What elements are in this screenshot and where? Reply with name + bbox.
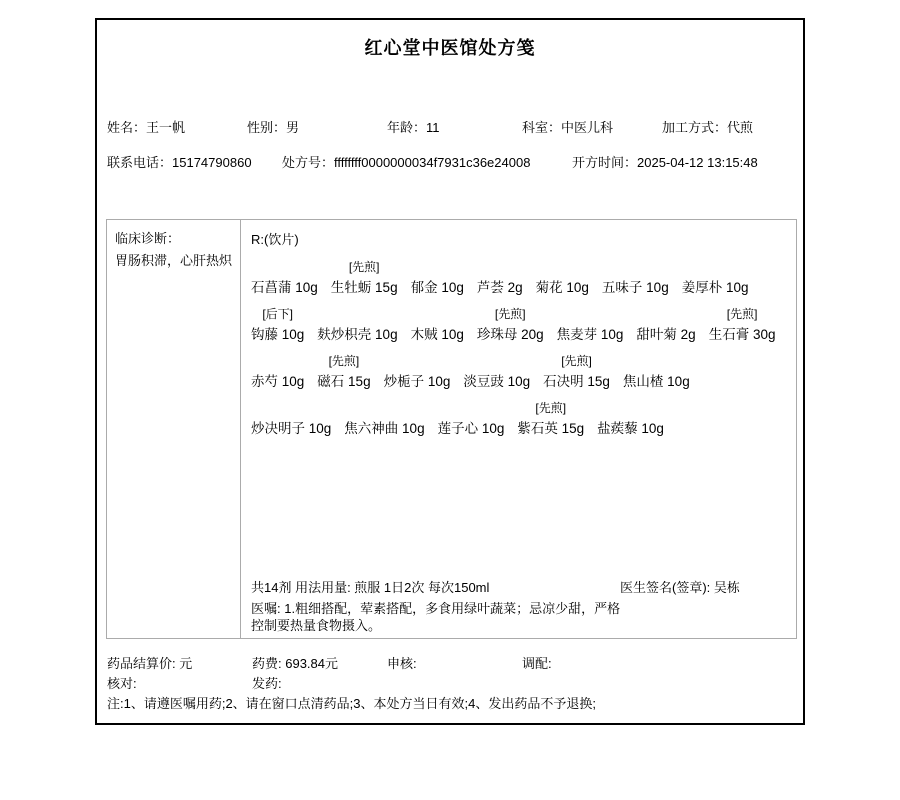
herb-item xyxy=(251,258,318,298)
herb-name-qty: 石决明 15g xyxy=(543,374,610,389)
herb-name-qty: 芦荟 2g xyxy=(476,280,523,295)
herb-row xyxy=(251,352,788,392)
drug-fee-value: 693.84元 xyxy=(285,656,338,671)
decoction-tag xyxy=(251,399,331,418)
herb-name-qty: 莲子心 10g xyxy=(437,421,505,436)
dispense-field: 调配: xyxy=(522,656,552,671)
herb-name-qty: 紫石英 15g xyxy=(517,421,585,436)
herb-item xyxy=(438,399,505,439)
drug-fee-label: 药费: xyxy=(252,656,286,671)
herb-item xyxy=(384,352,451,392)
issue-time xyxy=(572,152,758,171)
herb-item xyxy=(344,399,424,439)
doctor-name: 吴栋 xyxy=(713,580,740,595)
herb-row xyxy=(251,399,788,439)
herb-row xyxy=(251,305,788,345)
patient-name xyxy=(107,117,185,136)
patient-gender-value: 男 xyxy=(286,120,300,135)
herb-name-qty: 五味子 10g xyxy=(601,280,669,295)
herb-item xyxy=(517,399,584,439)
herb-item xyxy=(709,305,776,345)
decoction-tag xyxy=(411,305,464,324)
herb-name-qty: 焦山楂 10g xyxy=(622,374,690,389)
patient-age-value: 11 xyxy=(426,120,440,135)
decoction-tag xyxy=(317,305,397,324)
department-value: 中医儿科 xyxy=(561,120,614,135)
rx-bottom xyxy=(251,578,790,634)
phone-label: 联系电话： xyxy=(107,155,173,170)
settlement-price xyxy=(107,653,192,672)
usage-line xyxy=(251,578,790,598)
herb-item xyxy=(477,305,544,345)
herb-name-qty: 赤芍 10g xyxy=(251,374,305,389)
herb-item xyxy=(411,258,464,298)
decoction-tag xyxy=(682,258,749,277)
footer-note: 注:1、请遵医嘱用药;2、请在窗口点清药品;3、本处方当日有效;4、发出药品不予退换; xyxy=(107,696,596,711)
herb-name-qty: 钩藤 10g xyxy=(251,327,305,342)
herb-item xyxy=(317,305,397,345)
medical-advice: 医嘱: 1.粗细搭配，荤素搭配，多食用绿叶蔬菜；忌凉少甜，严格控制要热量食物摄入。 xyxy=(251,601,621,633)
prescription-sheet xyxy=(95,18,805,725)
patient-name-label: 姓名： xyxy=(107,120,147,135)
issue-time-label: 开方时间： xyxy=(572,155,638,170)
herb-name-qty: 炒栀子 10g xyxy=(383,374,451,389)
herb-item xyxy=(682,258,749,298)
herb-item xyxy=(411,305,464,345)
herb-name-qty: 磁石 15g xyxy=(317,374,371,389)
herb-name-qty: 麸炒枳壳 10g xyxy=(317,327,398,342)
herb-item xyxy=(536,258,589,298)
herb-item xyxy=(597,399,664,439)
decoction-tag xyxy=(411,258,464,277)
phone-value: 15174790860 xyxy=(172,155,252,170)
herb-name-qty: 姜厚朴 10g xyxy=(681,280,749,295)
herb-item xyxy=(557,305,624,345)
herb-name-qty: 生石膏 30g xyxy=(708,327,776,342)
decoction-tag xyxy=(344,399,424,418)
herb-name-qty: 焦麦芽 10g xyxy=(556,327,624,342)
decoction-tag: [先煎] xyxy=(348,260,380,274)
usage-text: 共14剂 用法用量: 煎服 1日2次 每次150ml xyxy=(251,580,490,595)
decoction-tag xyxy=(557,305,624,324)
decoction-tag: [先煎] xyxy=(494,307,526,321)
herb-name-qty: 盐蒺藜 10g xyxy=(597,421,664,436)
rx-header: R:(饮片) xyxy=(251,232,299,247)
rx-number-value: ffffffff0000000034f7931c36e24008 xyxy=(334,155,531,170)
herb-name-qty: 郁金 10g xyxy=(410,280,464,295)
herb-name-qty: 焦六神曲 10g xyxy=(344,421,425,436)
herb-row xyxy=(251,258,788,298)
herb-name-qty: 甜叶菊 2g xyxy=(636,327,696,342)
herb-item xyxy=(602,258,669,298)
decoction-tag xyxy=(477,258,523,277)
decoction-tag: [先煎] xyxy=(328,354,360,368)
review-field: 申核: xyxy=(387,656,417,671)
rx-cell xyxy=(241,220,796,638)
decoction-tag: [后下] xyxy=(262,307,293,321)
herb-item xyxy=(251,399,331,439)
herb-item xyxy=(251,352,304,392)
patient-gender-label: 性别： xyxy=(247,120,287,135)
patient-name-value: 王一帆 xyxy=(146,120,186,135)
diagnosis-label: 临床诊断： xyxy=(115,231,181,246)
patient-age-label: 年龄： xyxy=(387,120,427,135)
decoction-tag xyxy=(636,305,695,324)
decoction-tag: [先煎] xyxy=(561,354,592,368)
decoction-tag xyxy=(251,258,318,277)
rx-number xyxy=(282,152,530,171)
issue-time-value: 2025-04-12 13:15:48 xyxy=(637,155,758,170)
diagnosis-cell xyxy=(107,220,241,638)
herb-name-qty: 菊花 10g xyxy=(535,280,589,295)
herb-name-qty: 生牡蛎 15g xyxy=(330,280,398,295)
settlement-price-value: 元 xyxy=(175,656,193,671)
herb-item xyxy=(251,305,304,345)
decoction-tag xyxy=(384,352,451,371)
herb-item xyxy=(543,352,610,392)
decoction-tag xyxy=(463,352,530,371)
issue-field: 发药: xyxy=(252,676,282,691)
herb-item xyxy=(623,352,690,392)
prescription-box xyxy=(106,219,797,639)
herb-item xyxy=(463,352,530,392)
decoction-tag: [先煎] xyxy=(726,307,758,321)
decoction-tag xyxy=(623,352,690,371)
decoction-tag: [先煎] xyxy=(535,401,567,415)
rx-number-label: 处方号： xyxy=(282,155,335,170)
drug-fee xyxy=(252,653,338,672)
processing-method-value: 代煎 xyxy=(727,120,754,135)
diagnosis-text: 胃肠积滞，心肝热炽 xyxy=(115,253,233,268)
department xyxy=(522,117,613,136)
decoction-tag xyxy=(536,258,589,277)
herb-item xyxy=(317,352,370,392)
settlement-price-label: 药品结算价: xyxy=(107,656,176,671)
doctor-signature xyxy=(620,578,740,598)
herb-name-qty: 木贼 10g xyxy=(410,327,464,342)
herb-name-qty: 炒决明子 10g xyxy=(251,421,332,436)
doctor-signature-label: 医生签名(签章): xyxy=(620,580,714,595)
herb-item xyxy=(331,258,398,298)
decoction-tag xyxy=(602,258,669,277)
decoction-tag xyxy=(438,399,505,418)
check-field: 核对: xyxy=(107,676,137,691)
herb-item xyxy=(477,258,523,298)
herb-name-qty: 石菖蒲 10g xyxy=(251,280,318,295)
department-label: 科室： xyxy=(522,120,562,135)
processing-method xyxy=(662,117,753,136)
page-title: 红心堂中医馆处方笺 xyxy=(364,38,536,58)
herb-name-qty: 淡豆豉 10g xyxy=(463,374,531,389)
decoction-tag xyxy=(597,399,664,418)
phone xyxy=(107,152,252,171)
patient-gender xyxy=(247,117,299,136)
herb-name-qty: 珍珠母 20g xyxy=(476,327,544,342)
herb-rows xyxy=(251,258,788,439)
herb-item xyxy=(636,305,695,345)
patient-age xyxy=(387,117,440,136)
decoction-tag xyxy=(251,352,304,371)
processing-method-label: 加工方式： xyxy=(662,120,728,135)
